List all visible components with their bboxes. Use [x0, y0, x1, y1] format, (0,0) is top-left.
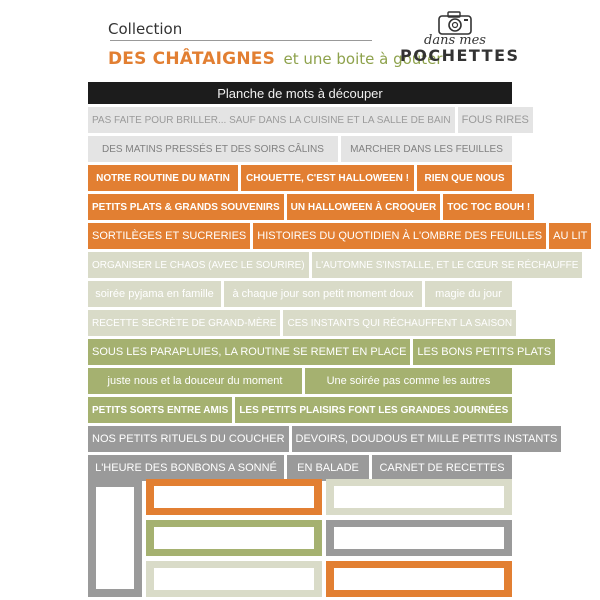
word-label[interactable]: Une soirée pas comme les autres	[305, 368, 512, 394]
word-label[interactable]: magie du jour	[425, 281, 512, 307]
word-label[interactable]: soirée pyjama en famille	[88, 281, 221, 307]
word-label[interactable]: TOC TOC BOUH !	[443, 194, 534, 220]
word-label[interactable]: AU LIT	[549, 223, 591, 249]
word-label[interactable]: L'HEURE DES BONBONS A SONNÉ	[88, 455, 284, 481]
word-row	[88, 368, 512, 394]
collection-subtitle: et une boite à goûter	[283, 50, 443, 68]
word-label[interactable]: EN BALADE	[287, 455, 369, 481]
word-label[interactable]: L'AUTOMNE S'INSTALLE, ET LE CŒUR SE RÉCHAUFFE	[312, 252, 583, 278]
collection-name: DES CHÂTAIGNES	[108, 49, 276, 69]
blank-label[interactable]	[146, 479, 322, 515]
word-label[interactable]: PETITS PLATS & GRANDS SOUVENIRS	[88, 194, 284, 220]
word-row	[88, 107, 529, 133]
word-row	[88, 339, 552, 365]
sheet-banner: Planche de mots à découper	[88, 82, 512, 104]
word-label[interactable]: NOS PETITS RITUELS DU COUCHER	[88, 426, 289, 452]
word-row	[88, 455, 512, 481]
word-row	[88, 310, 512, 336]
word-row	[88, 136, 512, 162]
word-label[interactable]: PAS FAITE POUR BRILLER... SAUF DANS LA CUISINE ET LA SALLE DE BAIN	[88, 107, 455, 133]
word-label[interactable]: CES INSTANTS QUI RÉCHAUFFENT LA SAISON	[283, 310, 516, 336]
word-sheet	[88, 10, 588, 598]
word-row	[88, 426, 558, 452]
word-row	[88, 165, 512, 191]
brand-logo	[400, 10, 520, 76]
collection-title	[108, 49, 443, 69]
blank-label[interactable]	[326, 561, 512, 597]
word-label[interactable]: NOTRE ROUTINE DU MATIN	[88, 165, 238, 191]
word-label[interactable]: UN HALLOWEEN À CROQUER	[287, 194, 441, 220]
word-label[interactable]: CHOUETTE, C'EST HALLOWEEN !	[241, 165, 414, 191]
word-rows	[88, 107, 588, 484]
blank-label[interactable]	[326, 479, 512, 515]
blank-labels	[88, 479, 512, 597]
word-label[interactable]: SOUS LES PARAPLUIES, LA ROUTINE SE REMET EN PLACE	[88, 339, 410, 365]
word-label[interactable]: LES BONS PETITS PLATS	[413, 339, 555, 365]
word-label[interactable]: DES MATINS PRESSÉS ET DES SOIRS CÂLINS	[88, 136, 338, 162]
header-divider	[110, 40, 372, 41]
logo-big-text: POCHETTES	[400, 46, 520, 65]
word-row	[88, 252, 579, 278]
word-label[interactable]: RECETTE SECRÈTE DE GRAND-MÈRE	[88, 310, 280, 336]
word-label[interactable]: FOUS RIRES	[458, 107, 533, 133]
logo-small-text: dans mes	[424, 33, 486, 48]
blank-label-vertical[interactable]	[88, 479, 142, 597]
word-label[interactable]: LES PETITS PLAISIRS FONT LES GRANDES JOURNÉES	[235, 397, 512, 423]
word-label[interactable]: PETITS SORTS ENTRE AMIS	[88, 397, 232, 423]
word-label[interactable]: MARCHER DANS LES FEUILLES	[341, 136, 512, 162]
word-label[interactable]: juste nous et la douceur du moment	[88, 368, 302, 394]
word-label[interactable]: HISTOIRES DU QUOTIDIEN À L'OMBRE DES FEUILLES	[253, 223, 546, 249]
blank-label[interactable]	[146, 561, 322, 597]
word-row	[88, 194, 531, 220]
word-label[interactable]: CARNET DE RECETTES	[372, 455, 512, 481]
sheet-header	[88, 10, 520, 80]
word-label[interactable]: SORTILÈGES ET SUCRERIES	[88, 223, 250, 249]
word-row	[88, 223, 588, 249]
word-row	[88, 281, 512, 307]
word-label[interactable]: à chaque jour son petit moment doux	[224, 281, 422, 307]
word-label[interactable]: ORGANISER LE CHAOS (AVEC LE SOURIRE)	[88, 252, 309, 278]
word-label[interactable]: RIEN QUE NOUS	[417, 165, 512, 191]
word-label[interactable]: DEVOIRS, DOUDOUS ET MILLE PETITS INSTANTS	[292, 426, 562, 452]
word-row	[88, 397, 512, 423]
blank-label[interactable]	[326, 520, 512, 556]
blank-label[interactable]	[146, 520, 322, 556]
collection-label: Collection	[108, 20, 183, 38]
